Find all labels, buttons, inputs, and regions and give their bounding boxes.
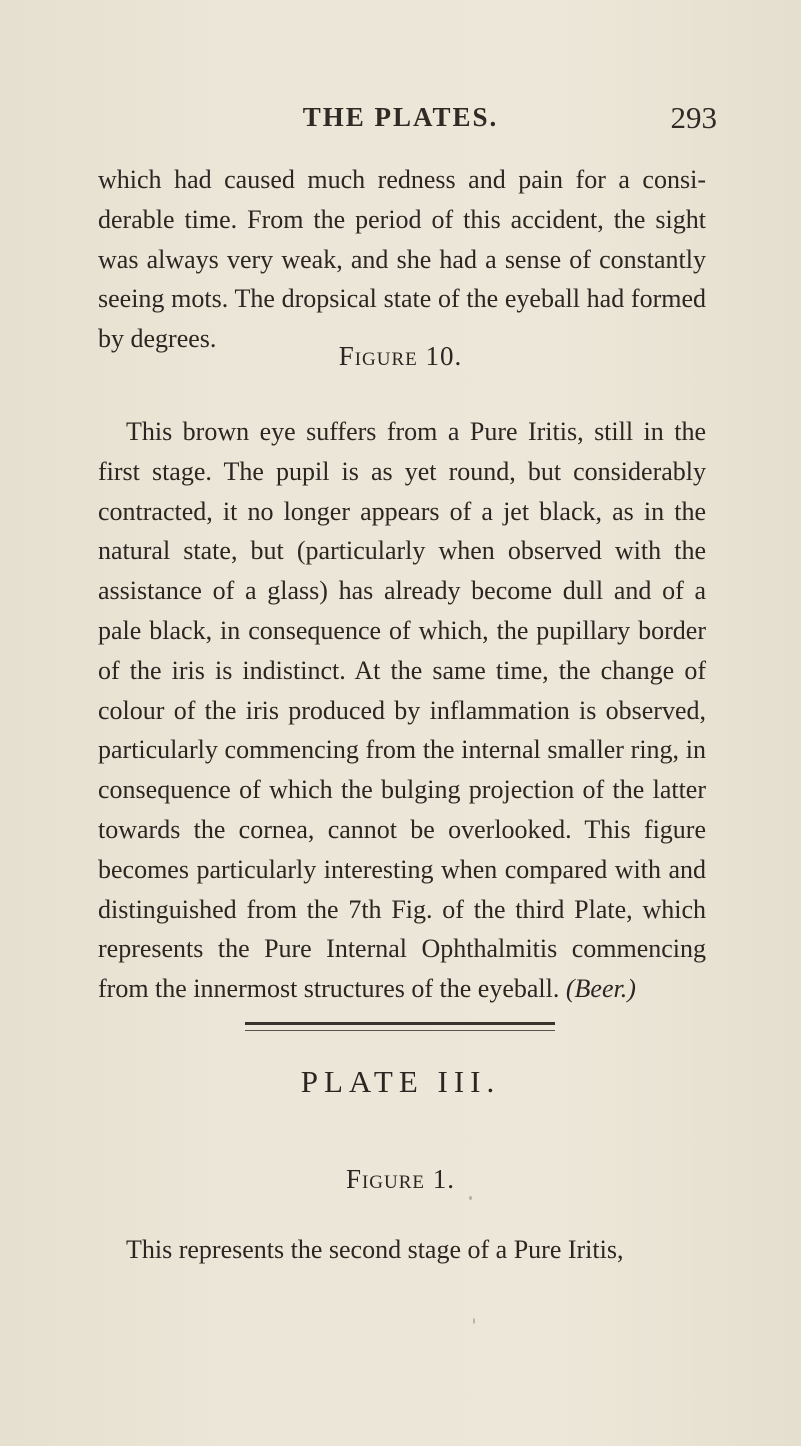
paragraph-figure-1: This represents the second stage of a Pure Iritis,: [126, 1235, 624, 1264]
figure-10-heading: Figure 10.: [338, 341, 463, 371]
section-divider-thin: [245, 1030, 555, 1031]
running-title: THE PLATES.: [302, 102, 499, 132]
figure-1-heading: Figure 1.: [345, 1164, 456, 1194]
page-number: 293: [670, 100, 717, 135]
paper-speck: [473, 1318, 475, 1324]
plate-heading: PLATE III.: [300, 1064, 501, 1099]
paper-speck: [469, 1196, 472, 1200]
citation-beer: (Beer.): [565, 974, 636, 1004]
section-divider-thick: [245, 1022, 555, 1025]
paragraph-figure-10-text: This brown eye suffers from a Pure Iritis, still in the first stage. The pupil is as yet round, but considerably contracted, it no longer appears of a jet black, as in the natural state, but (particularly when observed with the assistance of a glass) has already become dull and of a pale black, in consequence of which, the pupillary border of the iris is indistinct. At the same time, the change of colour of the iris produced by inflammation is observed, particularly commencing from the internal smaller ring, in consequence of which the bulging projection of the latter towards the cornea, cannot be overlooked. This figure becomes particularly interesting when compared with and distinguished from the 7th Fig. of the third Plate, which represents the Pure Internal Ophthalmitis commencing from the innermost structures of the eyeball.: [98, 417, 706, 1004]
paragraph-continuation: which had caused much redness and pain for a considerable time. From the period of this accident, the sight was always very weak, and she had a sense of constantly seeing mots. The dropsical state of the eyeball had formed by degrees.: [98, 165, 706, 354]
paragraph-figure-10: [98, 412, 706, 1009]
running-header: [0, 102, 801, 142]
